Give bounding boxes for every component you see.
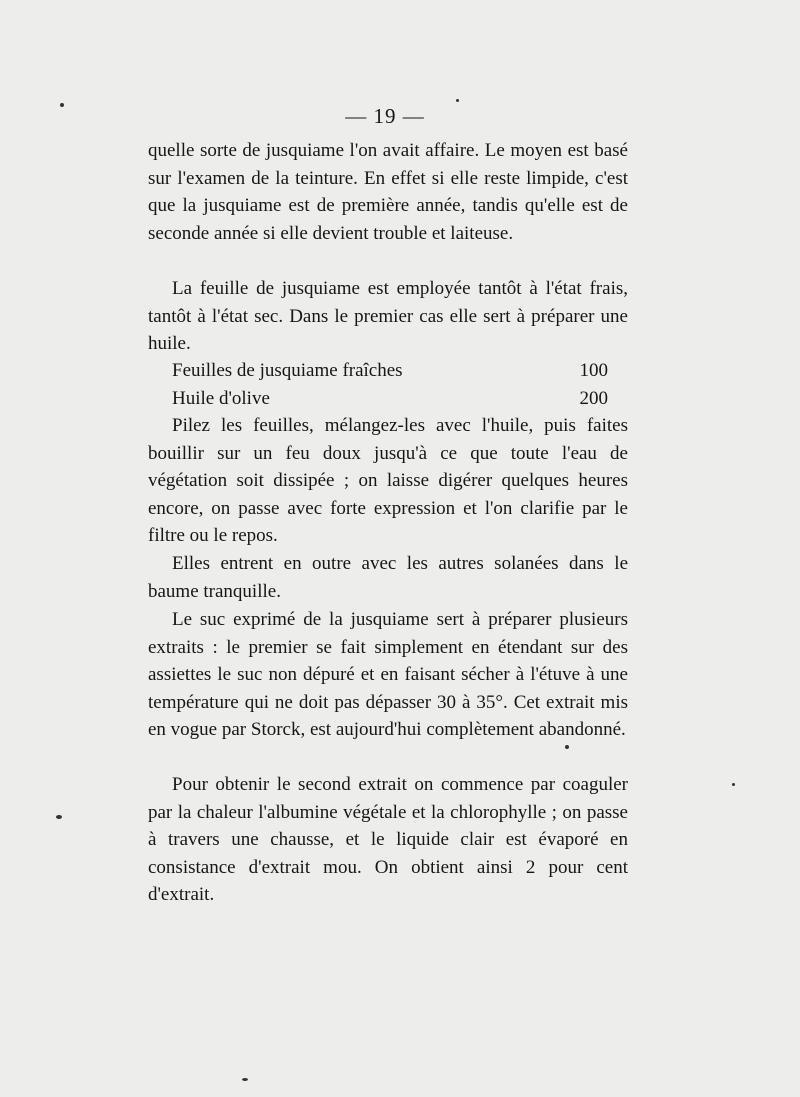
paragraph-2-block (148, 275, 628, 358)
paragraph-5-block (148, 606, 628, 744)
paragraph-1: quelle sorte de jusquiame l'on avait affaire. Le moyen est basé sur l'examen de la teinture. En effet si elle reste limpide, c'est que la jusquiame est de première année, tandis qu'elle est de seconde année si elle devient trouble et laiteuse. (148, 140, 628, 244)
paragraph-6: Pour obtenir le second extrait on commence par coaguler par la chaleur l'albumine végétale et la chlorophylle ; on passe à travers une chausse, et le liquide clair est évaporé en consistance d'extrait mou. On obtient ainsi 2 pour cent d'extrait. (148, 774, 628, 906)
recipe-quantity-1: 100 (579, 360, 608, 381)
scan-speck (60, 103, 64, 107)
recipe-quantity-2: 200 (579, 387, 608, 409)
paragraph-5: Le suc exprimé de la jusquiame sert à préparer plusieurs extraits : le premier se fait simplement en étendant sur des assiettes le suc non dépuré et en faisant sécher à l'étuve à une température qui ne doit pas dépasser 30 à 35°. Cet extrait mis en vogue par Storck, est aujourd'hui complètement abandonné. (148, 609, 628, 741)
recipe-line-1 (148, 357, 628, 385)
recipe-ingredient-1: Feuilles de jusquiame fraîches (172, 360, 403, 381)
paragraph-4-block (148, 550, 628, 605)
paragraph-2: La feuille de jusquiame est employée tantôt à l'état frais, tantôt à l'état sec. Dans le premier cas elle sert à préparer une huile. (148, 278, 628, 355)
scan-speck (732, 783, 735, 786)
paragraph-4: Elles entrent en outre avec les autres solanées dans le baume tranquille. (148, 553, 628, 602)
scan-speck (456, 99, 459, 102)
paragraph-1-block (148, 137, 628, 247)
scan-speck (565, 745, 569, 749)
paragraph-6-block (148, 771, 628, 909)
recipe-ingredient-2: Huile d'olive (172, 387, 270, 409)
paragraph-3-block (148, 412, 628, 550)
recipe-line-2 (148, 385, 628, 413)
scan-speck (56, 815, 62, 819)
recipe-list (148, 357, 628, 412)
paragraph-3: Pilez les feuilles, mélangez-les avec l'huile, puis faites bouillir sur un feu doux jusqu'à ce que toute l'eau de végétation soit dissipée ; on laisse digérer quelques heures encore, on passe avec forte expression et l'on clarifie par le filtre ou le repos. (148, 415, 628, 547)
scan-speck (242, 1078, 248, 1081)
page-number: — 19 — (345, 104, 425, 128)
